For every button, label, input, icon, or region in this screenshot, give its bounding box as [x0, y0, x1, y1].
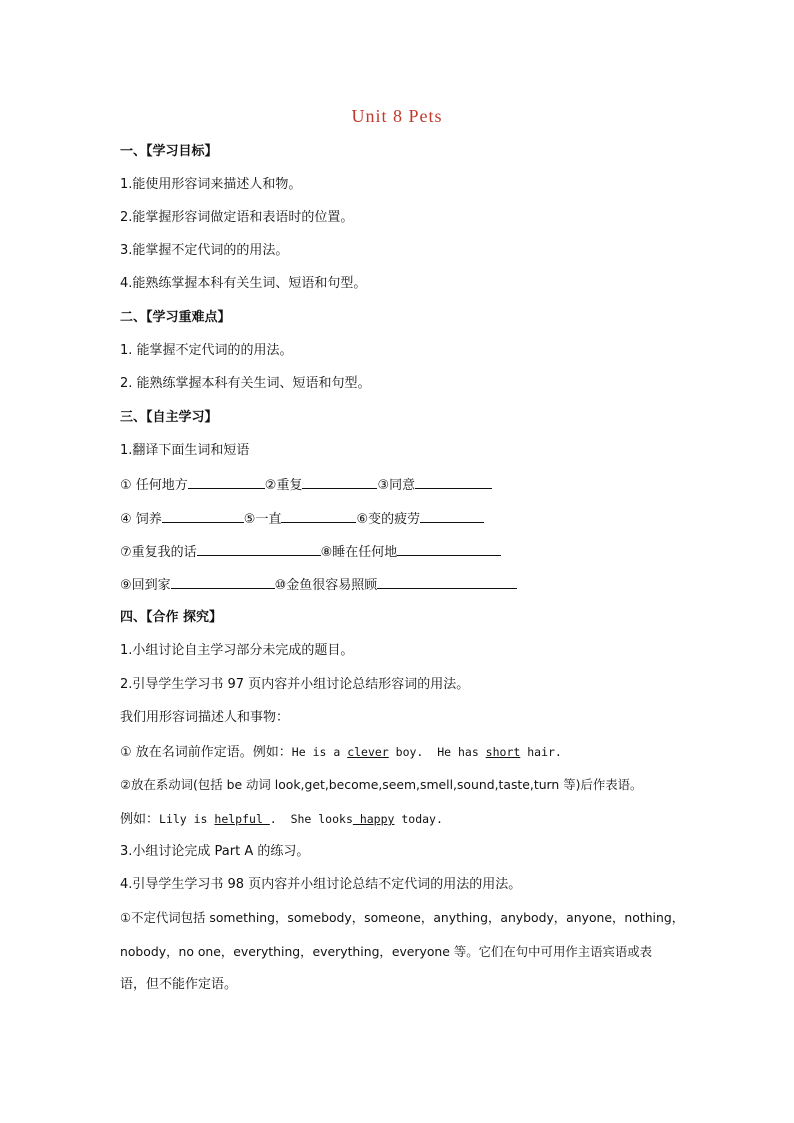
underlined-word: helpful: [214, 812, 270, 826]
answer-blank[interactable]: [420, 509, 484, 523]
vocab-prompt: ⑧睡在任何地: [320, 545, 398, 560]
goal-item-2: 2.能掌握形容词做定语和表语时的位置。: [120, 210, 354, 225]
vocab-prompt: ④ 饲养: [120, 512, 162, 527]
example-text: boy. He has: [388, 745, 486, 759]
example-text: He is a: [291, 745, 348, 759]
example-text: . She looks: [269, 812, 353, 826]
page-title: Unit 8 Pets: [351, 106, 443, 126]
indefinite-pronoun-line-1: ①不定代词包括 something，somebody，someone，anything，anybody，anyone，nothing，: [120, 910, 685, 925]
vocab-row: [120, 575, 517, 595]
example-text: today.: [394, 812, 443, 826]
example-prefix: ① 放在名词前作定语。例如：: [120, 745, 292, 760]
cooperation-line-1: 1.小组讨论自主学习部分未完成的题目。: [120, 643, 354, 658]
cooperation-line-8: 4.引导学生学习书 98 页内容并小组讨论总结不定代词的用法的用法。: [120, 877, 522, 892]
answer-blank[interactable]: [162, 509, 244, 523]
vocab-prompt: ⑩金鱼很容易照顾: [274, 578, 378, 593]
vocab-prompt: ⑥变的疲劳: [356, 512, 421, 527]
answer-blank[interactable]: [397, 542, 501, 556]
goal-item-3: 3.能掌握不定代词的的用法。: [120, 243, 289, 258]
vocab-row: [120, 475, 492, 495]
answer-blank[interactable]: [281, 509, 356, 523]
section-heading-goals: 一、【学习目标】: [120, 144, 218, 159]
answer-blank[interactable]: [302, 475, 377, 489]
key-point-2: 2. 能熟练掌握本科有关生词、短语和句型。: [120, 376, 371, 391]
indefinite-pronoun-line-3: 语，但不能作定语。: [120, 977, 238, 992]
vocab-prompt: ⑦重复我的话: [120, 545, 197, 560]
example-prefix: 例如：: [120, 812, 160, 827]
answer-blank[interactable]: [197, 542, 321, 556]
vocab-prompt: ⑨回到家: [120, 578, 171, 593]
underlined-word: happy: [352, 812, 395, 826]
answer-blank[interactable]: [415, 475, 492, 489]
vocab-prompt: ③同意: [377, 478, 416, 493]
cooperation-line-2: 2.引导学生学习书 97 页内容并小组讨论总结形容词的用法。: [120, 677, 470, 692]
vocab-row: [120, 509, 484, 529]
adjective-example-attributive: [120, 743, 562, 762]
indefinite-pronoun-line-2: nobody，no one，everything，everything，everyone 等。它们在句中可用作主语宾语或表: [120, 944, 653, 959]
example-text: Lily is: [159, 812, 215, 826]
section-heading-self-study: 三、【自主学习】: [120, 410, 218, 425]
answer-blank[interactable]: [188, 475, 265, 489]
section-heading-key-points: 二、【学习重难点】: [120, 310, 231, 325]
key-point-1: 1. 能掌握不定代词的的用法。: [120, 343, 293, 358]
underlined-word: clever: [347, 745, 389, 759]
cooperation-line-7: 3.小组讨论完成 Part A 的练习。: [120, 844, 310, 859]
answer-blank[interactable]: [377, 575, 517, 589]
answer-blank[interactable]: [171, 575, 275, 589]
vocab-row: [120, 542, 501, 562]
adjective-example-predicative: [120, 810, 443, 829]
vocab-prompt: ① 任何地方: [120, 478, 188, 493]
example-text: hair.: [520, 745, 562, 759]
vocab-prompt: ⑤一直: [243, 512, 282, 527]
self-study-intro: 1.翻译下面生词和短语: [120, 443, 250, 458]
adjective-predicative-rule: ②放在系动词(包括 be 动词 look,get,become,seem,smell,sound,taste,turn 等)后作表语。: [120, 777, 643, 792]
underlined-word: short: [485, 745, 521, 759]
section-heading-cooperation: 四、【合作 探究】: [120, 610, 223, 625]
vocab-prompt: ②重复: [264, 478, 303, 493]
cooperation-line-3: 我们用形容词描述人和事物：: [120, 710, 290, 725]
goal-item-1: 1.能使用形容词来描述人和物。: [120, 177, 302, 192]
goal-item-4: 4.能熟练掌握本科有关生词、短语和句型。: [120, 276, 367, 291]
